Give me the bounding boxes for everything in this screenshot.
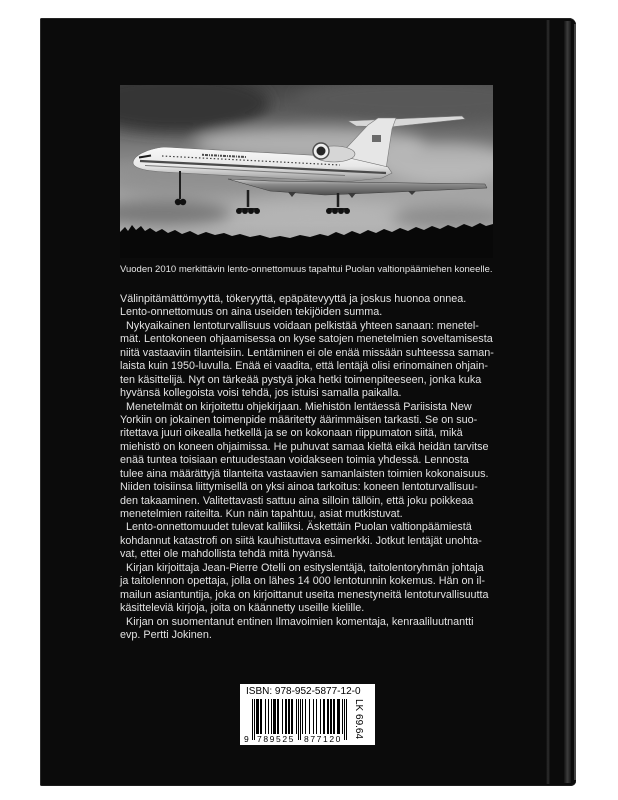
barcode-guard-bar [298,699,299,740]
blurb-line: kohdannut katastrofi on siitä kauhistuttava esimerkki. Jotkut lentäjät unohta- [120,534,482,547]
barcode-bar [282,699,283,734]
barcode-bar [277,699,279,734]
blurb-line: miehistö on koneen ohjaimissa. He puhuvat samaa kieltä eikä heidän tarvitse [120,440,489,453]
barcode-bar [288,699,290,734]
barcode-bar [323,699,325,734]
barcode-bar [291,699,293,734]
blurb-line: den takaaminen. Valitettavasti sattuu aina silloin tällöin, että joku poikkeaa [120,494,474,507]
blurb-line: ten käsittelijä. Nyt on tärkeää pystyä joka hetki toimenpiteeseen, jonka kuka [120,373,482,386]
barcode-bar [327,699,329,734]
blurb-line: Kirjan kirjoittaja Jean-Pierre Otelli on esityslentäjä, taitolentoryhmän johtaja [126,561,484,574]
isbn-text: ISBN: 978-952-5877-12-0 [246,686,361,697]
blurb-line: mät. Lentokoneen ohjaamisessa on kyse satojen menetelmien soveltamisesta [120,333,493,346]
blurb-line: Niiden toisiinsa liittymisellä on yksi ainoa tarkoitus: koneen lentoturvallisuu- [120,481,478,494]
spine-band [564,21,571,783]
blurb-line: enää tuntea toisiaan entuudestaan voidakseen toimia yhdessä. Lennosta [120,454,469,467]
tail-emblem [372,135,381,142]
barcode-bar [337,699,340,734]
blurb-line: Menetelmät on kirjoitettu ohjekirjaan. Miehistön lentäessä Pariisista New [126,400,472,413]
barcode-bar [256,699,259,734]
library-classification-code: LK 69.64 [353,699,364,740]
barcode-bar [273,699,276,734]
barcode-bar [260,699,262,734]
blurb-line: evp. Pertti Jokinen. [120,628,212,641]
barcode-bar [333,699,335,734]
barcode-bar [285,699,287,734]
isbn-barcode-sticker [240,684,375,745]
blurb-line: niitä vastaaviin tilanteisiin. Lentäminen ei ole enää missään suhteessa saman- [120,346,494,359]
ean-right-digits: 877120 [304,734,342,744]
blurb-line: menetelmien raiteilta. Kun näin tapahtuu, asiat mutkistuvat. [120,508,403,520]
barcode-guard-bar [300,699,301,740]
cover-photo-airplane [120,85,493,258]
blurb-line: vat, ettei ole mahdollista tehdä mitä hyvänsä. [120,548,336,561]
blurb-line: hyvänsä kollegoista voisi tehdä, jos istuisi samalla paikalla. [120,387,402,400]
barcode-guard-bar [344,699,345,740]
barcode-bar [296,699,297,734]
blurb-line: Välinpitämättömyyttä, tökeryyttä, epäpätevyyttä ja joskus huonoa onnea. [120,293,467,305]
barcode-bar [320,699,321,734]
barcode-guard-bar [346,699,347,740]
barcode-bar [271,699,272,734]
barcode-bar [313,699,314,734]
blurb-line: käsitteleviä kirjoja, joita on käännetty useille kielille. [120,602,365,615]
barcode-bar [268,699,269,734]
barcode-bar [305,699,306,734]
ean-prefix-digit: 9 [244,734,249,744]
barcode-bar [265,699,266,734]
cover-hinge-groove [546,20,550,784]
blurb-text [120,293,500,642]
barcode-bar [309,699,310,734]
blurb-line: mailun asiantuntija, joka on kirjoittanut useita menestyneitä lentoturvallisuutta [120,588,489,601]
barcode-bar [330,699,332,734]
blurb-line: Nykyaikainen lentoturvallisuus voidaan pelkistää yhteen sanaan: menetel- [126,319,479,332]
blurb-line: laista kuin 1950-luvulla. Enää ei vaadita, että lentäjä olisi erinomainen ohjain- [120,360,488,373]
barcode-guard-bar [252,699,253,740]
blurb-line: Kirjan on suomentanut entinen Ilmavoimien komentaja, kenraaliluutnantti [126,615,474,628]
barcode-bar [302,699,303,734]
blurb-line: Lento-onnettomuudet tulevat kalliiksi. Äskettäin Puolan valtionpäämiestä [126,521,472,534]
blurb-line: Yorkiin on jokainen toimenpide määritetty äärimmäisen tarkasti. Se on suo- [120,413,478,426]
blurb-line: ritettava juuri oikealla hetkellä ja se on kokonaan riippumaton siitä, mikä [120,427,463,440]
blurb-line: ja taitolennon opettaja, jolla on lähes 14 000 lentotunnin kokemus. Hän on il- [120,575,485,588]
engine-intake-center [317,147,326,156]
ean-left-digits: 789525 [257,734,295,744]
blurb-line: tulee aina määrättyjä tilanteita vastaavien samanlaisten toimien kokonaisuus. [120,467,489,480]
spine-edge [574,24,576,780]
blurb-line: Lento-onnettomuus on aina useiden tekijöiden summa. [120,306,383,319]
barcode-bar [316,699,317,734]
photo-caption: Vuoden 2010 merkittävin lento-onnettomuus tapahtui Puolan valtionpäämiehen koneelle. [120,264,493,275]
barcode-bar [342,699,343,734]
